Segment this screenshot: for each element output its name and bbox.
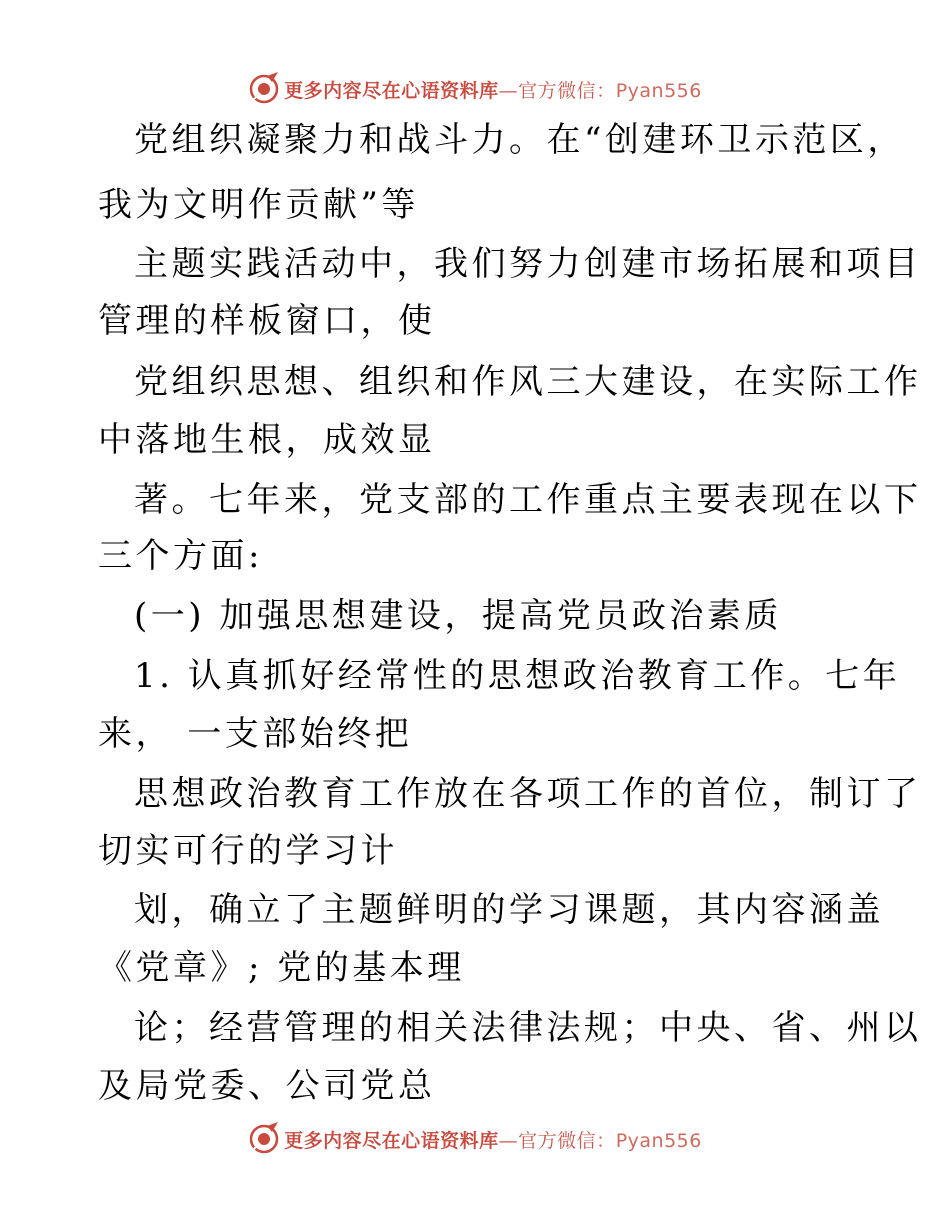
- header-banner-text: 更多内容尽在心语资料库—官方微信：Pyan556: [284, 79, 702, 102]
- section-heading: (一) 加强思想建设，提高党员政治素质: [134, 596, 782, 636]
- paragraph-line: 划，确立了主题鲜明的学习课题，其内容涵盖: [134, 890, 884, 930]
- paragraph-line: 中落地生根，成效显: [98, 420, 436, 460]
- paragraph-line: 党组织思想、组织和作风三大建设，在实际工作: [134, 362, 922, 402]
- pen-logo-icon: [248, 72, 282, 106]
- pen-logo-icon: [248, 1122, 282, 1156]
- paragraph-line: 管理的样板窗口，使: [98, 301, 436, 341]
- paragraph-line: 切实可行的学习计: [98, 831, 398, 871]
- paragraph-line: 来， 一支部始终把: [98, 714, 413, 754]
- paragraph-line: 主题实践活动中，我们努力创建市场拓展和项目: [134, 244, 922, 284]
- paragraph-line: 党组织凝聚力和战斗力。在“创建环卫示范区，: [134, 120, 905, 160]
- paragraph-line: 1. 认真抓好经常性的思想政治教育工作。七年: [134, 656, 901, 696]
- paragraph-line: 我为文明作贡献”等: [98, 185, 419, 225]
- paragraph-line: 思想政治教育工作放在各项工作的首位，制订了: [134, 774, 922, 814]
- header-banner: [0, 72, 950, 106]
- paragraph-line: 著。七年来，党支部的工作重点主要表现在以下: [134, 480, 922, 520]
- paragraph-line: 三个方面:: [98, 536, 263, 576]
- paragraph-line: 论；经营管理的相关法律法规；中央、省、州以: [134, 1008, 922, 1048]
- footer-banner-text: 更多内容尽在心语资料库—官方微信：Pyan556: [284, 1129, 702, 1152]
- paragraph-line: 及局党委、公司党总: [98, 1066, 436, 1106]
- paragraph-line: 《党章》; 党的基本理: [98, 948, 465, 988]
- footer-banner: [0, 1122, 950, 1156]
